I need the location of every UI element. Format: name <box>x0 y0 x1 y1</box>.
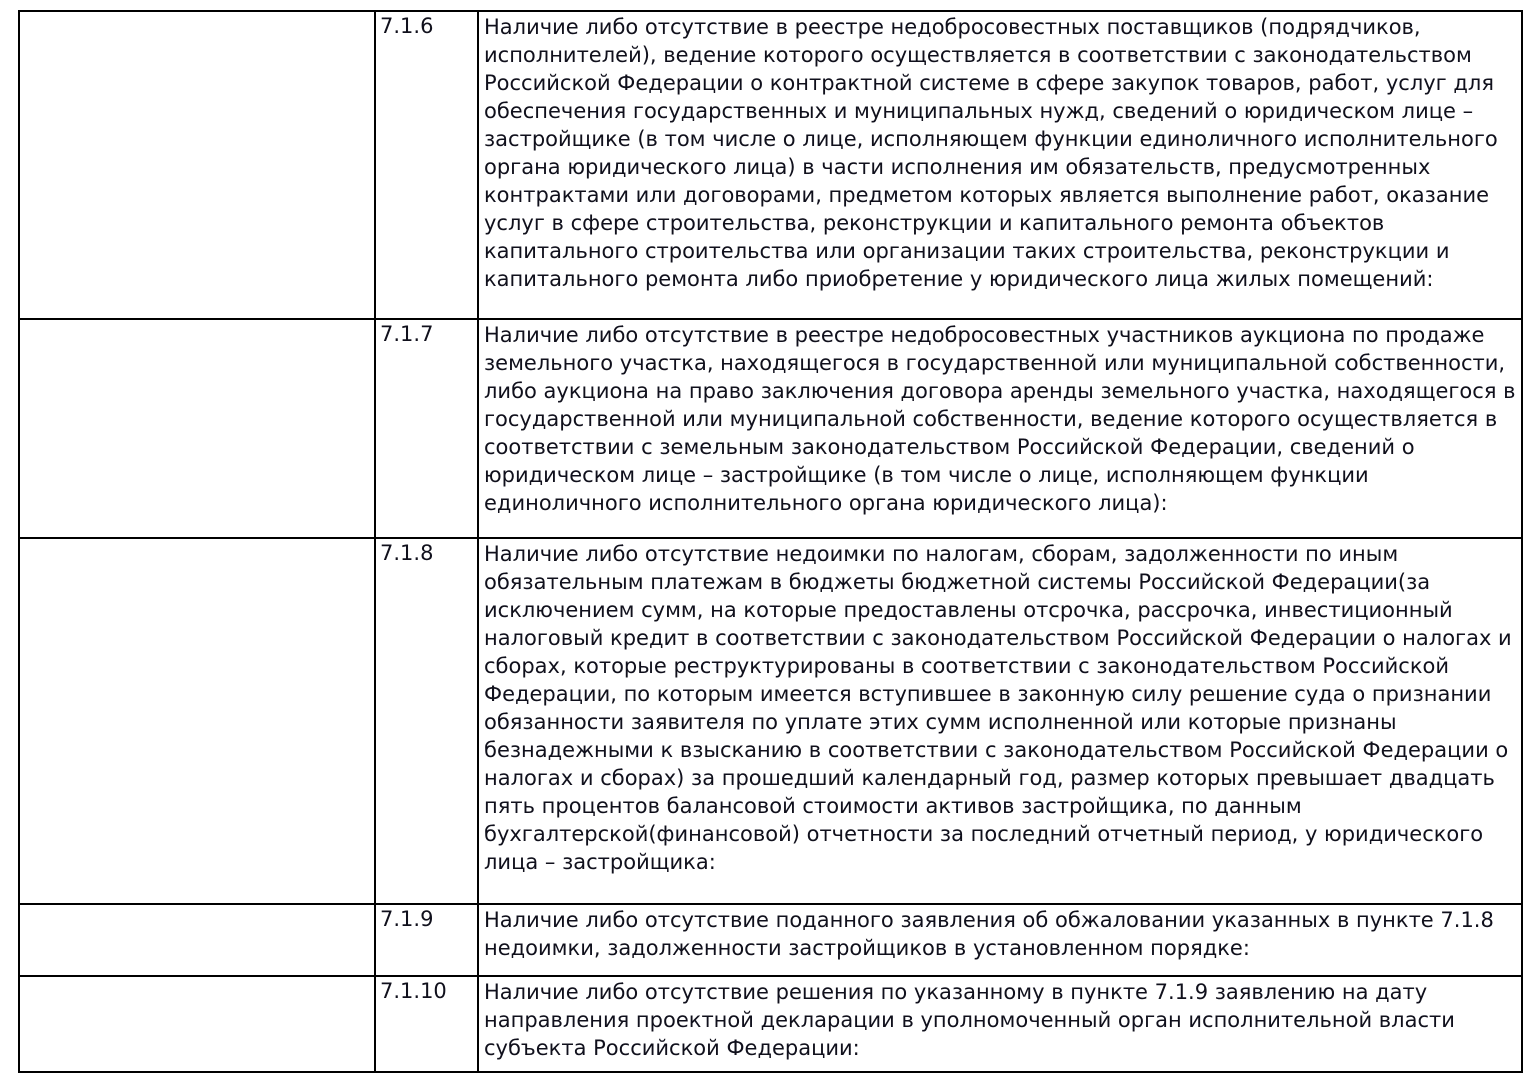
table-row <box>19 904 1522 976</box>
blank-cell <box>19 976 375 1072</box>
blank-cell <box>19 11 375 319</box>
item-text: Наличие либо отсутствие в реестре недобросовестных участников аукциона по продаже земельного участка, находящегося в государственной или муниципальной собственности, либо аукциона на право заключения договора аренды земельного участка, находящегося в государственной или муниципальной собственности, ведение которого осуществляется в соответствии с земельным законодательством Российской Федерации, сведений о юридическом лице – застройщике (в том числе о лице, исполняющем функции единоличного исполнительного органа юридического лица): <box>478 319 1522 538</box>
table-row <box>19 538 1522 904</box>
item-number: 7.1.10 <box>375 976 478 1072</box>
requirements-table <box>18 10 1523 1073</box>
item-text: Наличие либо отсутствие в реестре недобросовестных поставщиков (подрядчиков, исполнителей), ведение которого осуществляется в соответствии с законодательством Российской Федерации о контрактной системе в сфере закупок товаров, работ, услуг для обеспечения государственных и муниципальных нужд, сведений о юридическом лице – застройщике (в том числе о лице, исполняющем функции единоличного исполнительного органа юридического лица) в части исполнения им обязательств, предусмотренных контрактами или договорами, предметом которых является выполнение работ, оказание услуг в сфере строительства, реконструкции и капитального ремонта объектов капитального строительства или организации таких строительства, реконструкции и капитального ремонта либо приобретение у юридического лица жилых помещений: <box>478 11 1522 319</box>
item-text: Наличие либо отсутствие недоимки по налогам, сборам, задолженности по иным обязательным платежам в бюджеты бюджетной системы Российской Федерации(за исключением сумм, на которые предоставлены отсрочка, рассрочка, инвестиционный налоговый кредит в соответствии с законодательством Российской Федерации о налогах и сборах, которые реструктурированы в соответствии с законодательством Российской Федерации, по которым имеется вступившее в законную силу решение суда о признании обязанности заявителя по уплате этих сумм исполненной или которые признаны безнадежными к взысканию в соответствии с законодательством Российской Федерации о налогах и сборах) за прошедший календарный год, размер которых превышает двадцать пять процентов балансовой стоимости активов застройщика, по данным бухгалтерской(финансовой) отчетности за последний отчетный период, у юридического лица – застройщика: <box>478 538 1522 904</box>
item-text: Наличие либо отсутствие поданного заявления об обжаловании указанных в пункте 7.1.8 недоимки, задолженности застройщиков в установленном порядке: <box>478 904 1522 976</box>
blank-cell <box>19 904 375 976</box>
table-row <box>19 976 1522 1072</box>
table-body <box>19 11 1522 1072</box>
item-number: 7.1.7 <box>375 319 478 538</box>
blank-cell <box>19 319 375 538</box>
item-number: 7.1.6 <box>375 11 478 319</box>
item-number: 7.1.9 <box>375 904 478 976</box>
blank-cell <box>19 538 375 904</box>
table-row <box>19 319 1522 538</box>
item-number: 7.1.8 <box>375 538 478 904</box>
item-text: Наличие либо отсутствие решения по указанному в пункте 7.1.9 заявлению на дату направления проектной декларации в уполномоченный орган исполнительной власти субъекта Российской Федерации: <box>478 976 1522 1072</box>
table-row <box>19 11 1522 319</box>
